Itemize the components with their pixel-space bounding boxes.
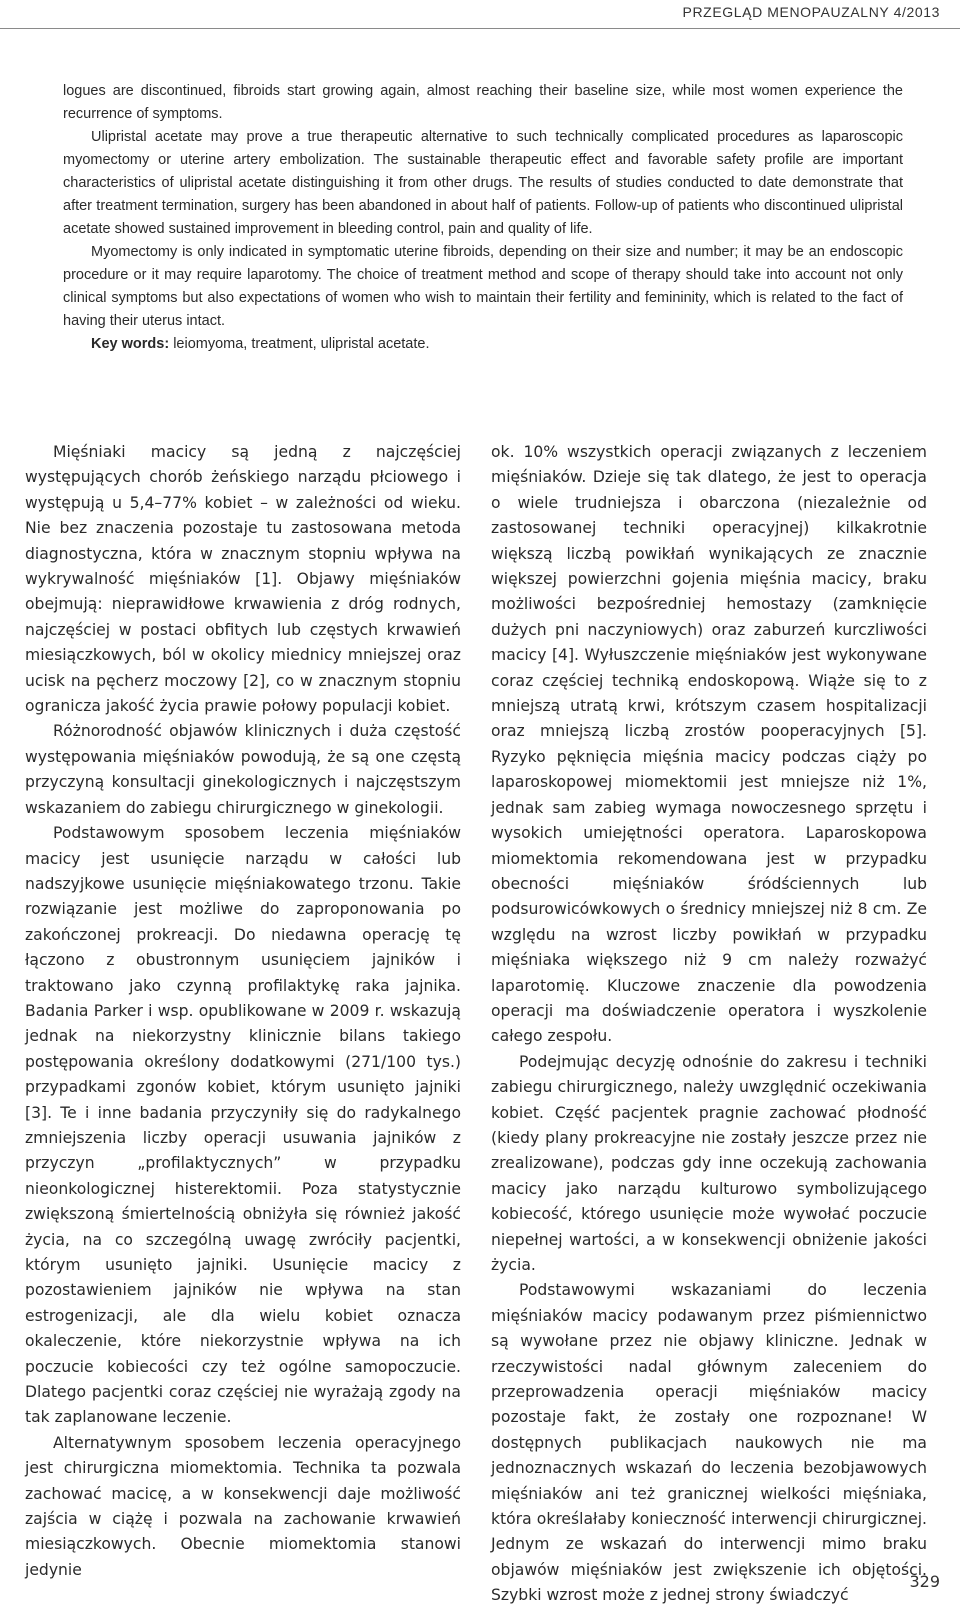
right-paragraph-3: Podstawowymi wskazaniami do leczenia mięśniaków macicy podawanym przez piśmiennictwo są wywołane przez nie objawy kliniczne. Jednak w rzeczywistości nadal głównym zaleceniem do przeprowadzenia operacji mięśniaków macicy pozostaje fakt, że zostały one rozpoznane! W dostępnych publikacjach naukowych nie ma jednoznacznych wskazań do leczenia bezobjawowych mięśniaków ani też granicznej wielkości mięśniaka, która określałaby konieczność interwencji chirurgicznej. Jednym ze wskazań do interwencji mimo braku objawów mięśniaków jest zwiększenie ich objętości. Szybki wzrost może z jednej strony świadczyć bbox=[491, 1281, 927, 1605]
right-paragraph-2: Podejmując decyzję odnośnie do zakresu i techniki zabiegu chirurgicznego, należy uwzględnić oczekiwania kobiet. Część pacjentek pragnie zachować płodność (kiedy plany prokreacyjne nie zostały jeszcze przez nie zrealizowane), podczas gdy inne oczekują zachowania macicy jako narządu kulturowo symbolizującego kobiecość, którego usunięcie może wywołać poczucie niepełnej wartości, a w konsekwencji obniżenie jakości życia. bbox=[491, 1052, 927, 1274]
keywords-text: leiomyoma, treatment, ulipristal acetate. bbox=[169, 336, 430, 352]
abstract bbox=[63, 80, 903, 356]
right-column bbox=[491, 440, 927, 1609]
header-rule bbox=[0, 28, 960, 29]
abstract-paragraph-3: Myomectomy is only indicated in symptomatic uterine fibroids, depending on their size and number; it may be an endoscopic procedure or it may require laparotomy. The choice of treatment method and scope of therapy should take into account not only clinical symptoms but also expectations of women who wish to maintain their fertility and femininity, which is related to the fact of having their uterus intact. bbox=[63, 244, 903, 329]
left-column bbox=[25, 440, 461, 1583]
left-paragraph-4: Alternatywnym sposobem leczenia operacyjnego jest chirurgiczna miomektomia. Technika ta pozwala zachować macicę, a w konsekwencji daje możliwość zajścia w ciążę i pozwala na zachowanie krwawień miesiączkowych. Obecnie miomektomia stanowi jedynie bbox=[25, 1433, 461, 1579]
journal-running-header: PRZEGLĄD MENOPAUZALNY 4/2013 bbox=[682, 4, 940, 20]
left-paragraph-2: Różnorodność objawów klinicznych i duża częstość występowania mięśniaków powodują, że są one częstą przyczyną konsultacji ginekologicznych i najczęstszym wskazaniem do zabiegu chirurgicznego w ginekologii. bbox=[25, 722, 461, 817]
abstract-paragraph-1: logues are discontinued, fibroids start growing again, almost reaching their baseline size, while most women experience the recurrence of symptoms. bbox=[63, 83, 903, 122]
left-paragraph-1: Mięśniaki macicy są jedną z najczęściej występujących chorób żeńskiego narządu płciowego i występują u 5,4–77% kobiet – w zależności od wieku. Nie bez znaczenia pozostaje tu zastosowana metoda diagnostyczna, która w znacznym stopniu wpływa na wykrywalność mięśniaków [1]. Objawy mięśniaków obejmują: nieprawidłowe krwawienia z dróg rodnych, najczęściej w postaci obfitych lub częstych krwawień miesiączkowych, ból w okolicy miednicy mniejszej oraz ucisk na pęcherz moczowy [2], co w znacznym stopniu ogranicza jakość życia prawie połowy populacji kobiet. bbox=[25, 443, 461, 716]
right-paragraph-1: ok. 10% wszystkich operacji związanych z leczeniem mięśniaków. Dzieje się tak dlatego, że jest to operacja o wiele trudniejsza i obarczona (niezależnie od zastosowanej techniki operacyjnej) kilkakrotnie większą liczbą powikłań wynikających ze znacznie większej powierzchni gojenia mięśnia macicy, braku możliwości bezpośredniej hemostazy (zamknięcie dużych pni naczyniowych) oraz zaburzeń kurczliwości macicy [4]. Wyłuszczenie mięśniaków jest wykonywane coraz częściej techniką endoskopową. Wiąże się to z mniejszą utratą krwi, krótszym czasem hospitalizacji oraz mniejszą liczbą zrostów pooperacyjnych [5]. Ryzyko pęknięcia mięśnia macicy podczas ciąży po laparoskopowej miomektomii jest mniejsze niż 1%, jednak sam zabieg wymaga nowoczesnego sprzętu i wysokich umiejętności operatora. Laparoskopowa miomektomia rekomendowana jest w przypadku obecności mięśniaków śródściennych lub podsurowicówkowych o średnicy mniejszej niż 8 cm. Ze względu na wzrost liczby powikłań w przypadku mięśniaka większego niż 9 cm należy rozważyć laparotomię. Kluczowe znaczenie dla powodzenia operacji ma doświadczenie operatora i wyszkolenie całego zespołu. bbox=[491, 443, 927, 1046]
keywords-line bbox=[63, 333, 903, 356]
page-number: 329 bbox=[909, 1572, 940, 1591]
abstract-paragraph-2: Ulipristal acetate may prove a true therapeutic alternative to such technically complicated procedures as laparoscopic myomectomy or uterine artery embolization. The sustainable therapeutic effect and favorable safety profile are important characteristics of ulipristal acetate distinguishing it from other drugs. The results of studies conducted to date demonstrate that after treatment termination, surgery has been abandoned in about half of patients. Follow-up of patients who discontinued ulipristal acetate showed sustained improvement in bleeding control, pain and quality of life. bbox=[63, 129, 903, 237]
left-paragraph-3: Podstawowym sposobem leczenia mięśniaków macicy jest usunięcie narządu w całości lub nadszyjkowe usunięcie mięśniakowatego trzonu. Takie rozwiązanie jest możliwe do zaproponowania po zakończonej prokreacji. Do niedawna operację tę łączono z obustronnym usunięciem jajników i traktowano jako czynną profilaktykę raka jajnika. Badania Parker i wsp. opublikowane w 2009 r. wskazują jednak na niekorzystny klinicznie bilans takiego postępowania określony dodatkowymi (271/100 tys.) przypadkami zgonów kobiet, którym usunięto jajniki [3]. Te i inne badania przyczyniły się do radykalnego zmniejszenia liczby operacji usuwania jajników z przyczyn „profilaktycznych” w przypadku nieonkologicznej histerektomii. Poza statystycznie zwiększoną śmiertelnością obniżyła się również jakość życia, na co szczególną uwagę zwróciły pacjentki, którym usunięto jajniki. Usunięcie macicy z pozostawieniem jajników nie wpływa na stan estrogenizacji, ale dla wielu kobiet oznacza okaleczenie, które niekorzystnie wpływa na ich poczucie kobiecości czy też ogólne samopoczucie. Dlatego pacjentki coraz częściej nie wyrażają zgody na tak zaplanowane leczenie. bbox=[25, 824, 461, 1427]
keywords-label: Key words: bbox=[91, 336, 170, 352]
